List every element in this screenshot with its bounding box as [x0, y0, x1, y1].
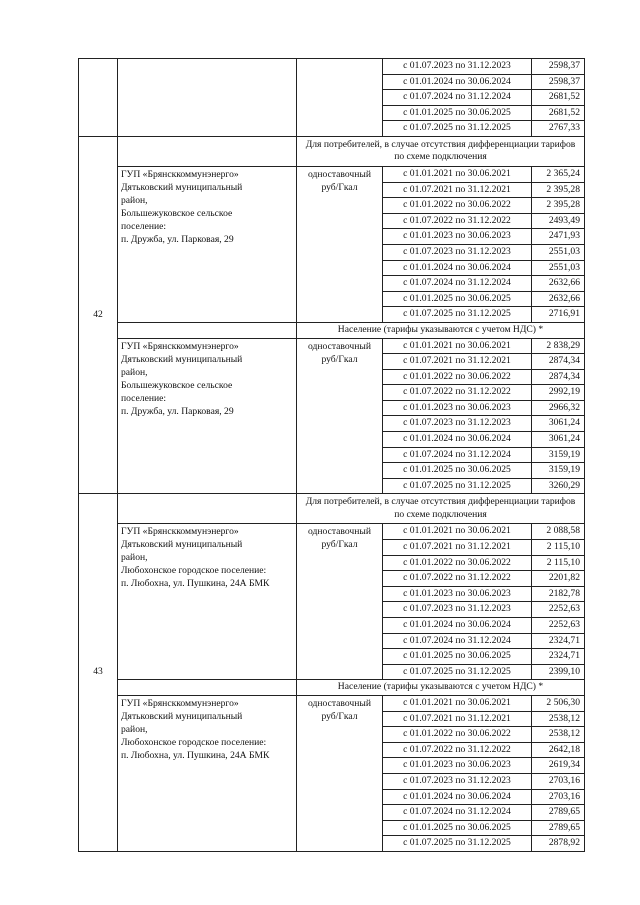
tariff-type-cell-line: руб/Гкал: [321, 539, 358, 551]
tariff-type-cell: [297, 524, 383, 680]
tariff-type-cell: [297, 338, 383, 494]
period-cell: с 01.01.2021 по 30.06.2021: [383, 166, 532, 182]
tariff-type-cell-line: одноставочный: [308, 526, 371, 538]
supplier-cell-line: п. Любохна, ул. Пушкина, 24А БМК: [121, 749, 270, 761]
supplier-cell-line: п. Любохна, ул. Пушкина, 24А БМК: [121, 578, 270, 590]
period-cell: с 01.01.2024 по 30.06.2024: [383, 74, 532, 90]
tariff-value-cell: 2966,32: [532, 400, 585, 416]
section-header: Для потребителей, в случае отсутствия дифференциации тарифов по схеме подключения: [297, 494, 585, 524]
supplier-cell: [118, 695, 297, 851]
supplier-cell: [118, 524, 297, 680]
period-cell: с 01.07.2023 по 31.12.2023: [383, 602, 532, 618]
tariff-table: [78, 58, 585, 852]
tariff-table-body: [79, 59, 585, 852]
tariff-value-cell: 3061,24: [532, 432, 585, 448]
supplier-cell-line: ГУП «Брянсккоммунэнерго»: [121, 526, 239, 538]
tariff-value-cell: 2703,16: [532, 773, 585, 789]
period-cell: с 01.01.2025 по 30.06.2025: [383, 105, 532, 121]
tariff-value-cell: 2598,37: [532, 74, 585, 90]
supplier-cell-line: Большежуковское сельское: [121, 207, 233, 219]
period-cell: с 01.01.2022 по 30.06.2022: [383, 727, 532, 743]
tariff-value-cell: 2493,49: [532, 213, 585, 229]
table-row: [79, 695, 585, 711]
period-cell: с 01.07.2021 по 31.12.2021: [383, 711, 532, 727]
period-cell: с 01.01.2025 по 30.06.2025: [383, 649, 532, 665]
period-cell: с 01.07.2024 по 31.12.2024: [383, 90, 532, 106]
supplier-cell-line: Дятьковский муниципальный: [121, 539, 243, 551]
supplier-cell-line: ГУП «Брянсккоммунэнерго»: [121, 340, 239, 352]
period-cell: с 01.01.2024 по 30.06.2024: [383, 260, 532, 276]
period-cell: с 01.01.2025 по 30.06.2025: [383, 820, 532, 836]
period-cell: с 01.01.2024 по 30.06.2024: [383, 432, 532, 448]
tariff-value-cell: 2324,71: [532, 633, 585, 649]
tariff-type-cell-line: одноставочный: [308, 340, 371, 352]
population-header: Население (тарифы указываются с учетом НДС) *: [297, 322, 585, 338]
tariff-type-cell-line: одноставочный: [308, 168, 371, 180]
period-cell: с 01.07.2024 по 31.12.2024: [383, 633, 532, 649]
tariff-value-cell: 2703,16: [532, 789, 585, 805]
supplier-cell-line: ГУП «Брянсккоммунэнерго»: [121, 168, 239, 180]
supplier-cell-line: Большежуковское сельское: [121, 379, 233, 391]
tariff-value-cell: 2 395,28: [532, 198, 585, 214]
section-header-row: [79, 494, 585, 524]
table-row: [79, 59, 585, 75]
period-cell: с 01.01.2025 по 30.06.2025: [383, 291, 532, 307]
population-header-row: [79, 322, 585, 338]
period-cell: с 01.07.2024 по 31.12.2024: [383, 805, 532, 821]
period-cell: с 01.01.2022 по 30.06.2022: [383, 369, 532, 385]
tariff-value-cell: 2471,93: [532, 229, 585, 245]
table-row: [79, 338, 585, 354]
tariff-value-cell: 2619,34: [532, 758, 585, 774]
tariff-value-cell: 2878,92: [532, 836, 585, 852]
tariff-value-cell: 2 838,29: [532, 338, 585, 354]
period-cell: с 01.01.2023 по 30.06.2023: [383, 758, 532, 774]
tariff-value-cell: 2642,18: [532, 742, 585, 758]
tariff-type-cell-line: руб/Гкал: [321, 181, 358, 193]
period-cell: с 01.07.2022 по 31.12.2022: [383, 385, 532, 401]
supplier-cell-line: Дятьковский муниципальный: [121, 710, 243, 722]
tariff-value-cell: 2551,03: [532, 244, 585, 260]
tariff-type-cell: [297, 695, 383, 851]
tariff-value-cell: 2 365,24: [532, 166, 585, 182]
period-cell: с 01.07.2025 по 31.12.2025: [383, 836, 532, 852]
supplier-cell-line: район,: [121, 194, 148, 206]
empty-cell: [118, 322, 297, 338]
period-cell: с 01.01.2022 по 30.06.2022: [383, 198, 532, 214]
tariff-value-cell: 2182,78: [532, 586, 585, 602]
period-cell: с 01.07.2023 по 31.12.2023: [383, 416, 532, 432]
section-header-row: [79, 136, 585, 166]
supplier-cell-line: п. Дружба, ул. Парковая, 29: [121, 405, 234, 417]
supplier-cell-line: район,: [121, 552, 148, 564]
tariff-value-cell: 2551,03: [532, 260, 585, 276]
supplier-cell: [118, 166, 297, 322]
empty-cell: [118, 494, 297, 524]
period-cell: с 01.01.2022 по 30.06.2022: [383, 555, 532, 571]
tariff-value-cell: 2632,66: [532, 291, 585, 307]
tariff-value-cell: 2716,91: [532, 307, 585, 323]
tariff-type-cell-line: одноставочный: [308, 697, 371, 709]
tariff-value-cell: 2789,65: [532, 820, 585, 836]
supplier-cell-line: п. Дружба, ул. Парковая, 29: [121, 233, 234, 245]
empty-cell: [118, 59, 297, 137]
tariff-value-cell: 2 395,28: [532, 182, 585, 198]
tariff-value-cell: 2992,19: [532, 385, 585, 401]
supplier-cell-line: поселение:: [121, 392, 167, 404]
period-cell: с 01.01.2025 по 30.06.2025: [383, 463, 532, 479]
supplier-cell-line: Дятьковский муниципальный: [121, 353, 243, 365]
tariff-value-cell: 3159,19: [532, 447, 585, 463]
tariff-value-cell: 2252,63: [532, 618, 585, 634]
period-cell: с 01.01.2021 по 30.06.2021: [383, 695, 532, 711]
supplier-cell-line: район,: [121, 723, 148, 735]
period-cell: с 01.01.2024 по 30.06.2024: [383, 618, 532, 634]
tariff-value-cell: 2538,12: [532, 727, 585, 743]
tariff-value-cell: 2 088,58: [532, 524, 585, 540]
period-cell: с 01.07.2025 по 31.12.2025: [383, 307, 532, 323]
tariff-value-cell: 2681,52: [532, 90, 585, 106]
tariff-value-cell: 2399,10: [532, 664, 585, 680]
tariff-type-cell-line: руб/Гкал: [321, 710, 358, 722]
tariff-value-cell: 2324,71: [532, 649, 585, 665]
period-cell: с 01.07.2025 по 31.12.2025: [383, 478, 532, 494]
tariff-type-cell: [297, 166, 383, 322]
tariff-value-cell: 2874,34: [532, 354, 585, 370]
period-cell: с 01.07.2021 по 31.12.2021: [383, 182, 532, 198]
empty-cell: [297, 59, 383, 137]
tariff-value-cell: 2874,34: [532, 369, 585, 385]
tariff-value-cell: 2 115,10: [532, 555, 585, 571]
period-cell: с 01.07.2021 по 31.12.2021: [383, 354, 532, 370]
tariff-value-cell: 2 506,30: [532, 695, 585, 711]
supplier-cell-line: Любохонское городское поселение:: [121, 565, 267, 577]
period-cell: с 01.07.2025 по 31.12.2025: [383, 664, 532, 680]
period-cell: с 01.01.2021 по 30.06.2021: [383, 524, 532, 540]
tariff-value-cell: 3260,29: [532, 478, 585, 494]
tariff-value-cell: 2598,37: [532, 59, 585, 75]
population-header: Население (тарифы указываются с учетом НДС) *: [297, 680, 585, 696]
period-cell: с 01.01.2021 по 30.06.2021: [383, 338, 532, 354]
section-header: Для потребителей, в случае отсутствия дифференциации тарифов по схеме подключения: [297, 136, 585, 166]
tariff-value-cell: 2632,66: [532, 276, 585, 292]
tariff-value-cell: 2 115,10: [532, 540, 585, 556]
period-cell: с 01.07.2024 по 31.12.2024: [383, 276, 532, 292]
tariff-value-cell: 2767,33: [532, 121, 585, 137]
supplier-cell: [118, 338, 297, 494]
tariff-type-cell-line: руб/Гкал: [321, 353, 358, 365]
supplier-cell-line: район,: [121, 366, 148, 378]
tariff-value-cell: 2789,65: [532, 805, 585, 821]
tariff-value-cell: 3159,19: [532, 463, 585, 479]
period-cell: с 01.07.2021 по 31.12.2021: [383, 540, 532, 556]
period-cell: с 01.01.2023 по 30.06.2023: [383, 586, 532, 602]
supplier-cell-line: Дятьковский муниципальный: [121, 181, 243, 193]
period-cell: с 01.07.2023 по 31.12.2023: [383, 773, 532, 789]
tariff-value-cell: 3061,24: [532, 416, 585, 432]
table-row: [79, 524, 585, 540]
supplier-cell-line: Любохонское городское поселение:: [121, 736, 267, 748]
supplier-cell-line: поселение:: [121, 220, 167, 232]
period-cell: с 01.01.2024 по 30.06.2024: [383, 789, 532, 805]
empty-cell: [118, 680, 297, 696]
period-cell: с 01.07.2023 по 31.12.2023: [383, 59, 532, 75]
population-header-row: [79, 680, 585, 696]
period-cell: с 01.07.2023 по 31.12.2023: [383, 244, 532, 260]
empty-cell: [118, 136, 297, 166]
period-cell: с 01.01.2023 по 30.06.2023: [383, 400, 532, 416]
empty-cell: [79, 59, 118, 137]
tariff-value-cell: 2538,12: [532, 711, 585, 727]
period-cell: с 01.07.2024 по 31.12.2024: [383, 447, 532, 463]
period-cell: с 01.01.2023 по 30.06.2023: [383, 229, 532, 245]
table-row: [79, 166, 585, 182]
tariff-value-cell: 2201,82: [532, 571, 585, 587]
period-cell: с 01.07.2022 по 31.12.2022: [383, 213, 532, 229]
period-cell: с 01.07.2022 по 31.12.2022: [383, 571, 532, 587]
period-cell: с 01.07.2022 по 31.12.2022: [383, 742, 532, 758]
tariff-value-cell: 2681,52: [532, 105, 585, 121]
row-number: 43: [79, 494, 118, 851]
period-cell: с 01.07.2025 по 31.12.2025: [383, 121, 532, 137]
supplier-cell-line: ГУП «Брянсккоммунэнерго»: [121, 697, 239, 709]
tariff-value-cell: 2252,63: [532, 602, 585, 618]
row-number: 42: [79, 136, 118, 493]
